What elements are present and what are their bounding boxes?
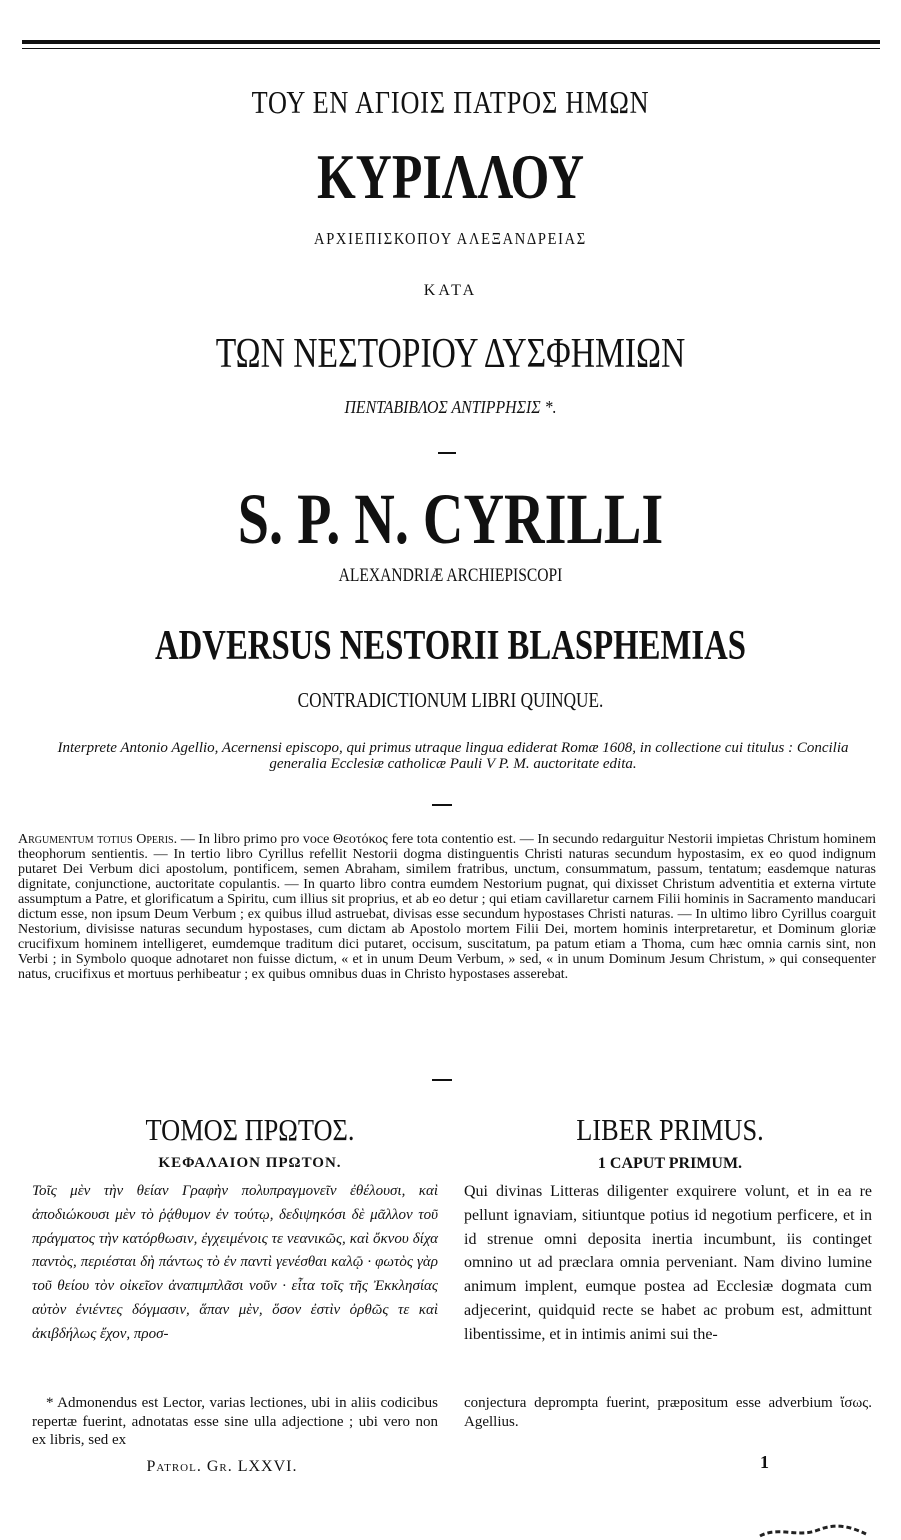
argument-text: — In libro primo pro voce Θεοτόκος fere tota contentio est. — In secundo redarguitur Nestorii impietas Christum hominem theophorum sentientis. — In tertio libro Cyrillus refellit Nestorii dogma distinguentis Christi naturas secundum hypostasim, ex eo quod indignum putaret Dei Verbum dici apostolum, pontificem, semen Abraham, similem fratribus, unctum, consummatum, passum, tentatum; easdemque naturas dignitate, conjunctione, auctoritate copulantis. — In quarto libro contra eumdem Nestorium pugnat, qui dixisset Christum adventitia et externa virtute assumptum a Patre, et glorificatum a Spiritu, cum illius sit proprius, et ab eo detur ; qui etiam cavillaretur carnem Filii hominis in Sacramento manducari dictum esse, non ipsum Deum Verbum ; ex quibus illud astruebat, divisas esse secundum hypostases Christi naturas. — In ultimo libro Cyrillus coarguit Nestorium, divisisse naturas secundum hypostases, cum dictam ab Apostolo mortem Filii Dei, mortem hominis interpretaretur, et Dominum gloriæ crucifixum hominem intelligeret, eumdemque traditum dici putaret, occisum, suscitatum, pa patum etiam a Thoma, cum hæc omnia carnis sint, non Verbi ; in Symbolo quoque adnotaret non fuisse dictum, « et in unum Deum Verbum, » sed, « in unum Dominum Jesum Christum, » qui consequenter natus, crucifixus et mortuus perhibeatur ; ex quibus omnibus duas in Christo hypostases asserebat. [18, 832, 876, 982]
ink-smudge [758, 1522, 868, 1540]
greek-column-text: Τοῖς μὲν τὴν θείαν Γραφὴν πολυπραγμονεῖν ἐθέλουσι, καὶ ἀποδιώκουσι μὲν τὸ ῥᾴθυμον ἐν τούτῳ, δεδιψηκόσι δὲ μᾶλλον τοῦ πράγματος τὴν κατόρθωσιν, ἐγχειμένοις τε νεανικῶς, καὶ ὄκνου δίχα παντὸς, περιέσται δὴ πάντως τὸ ἐν παντὶ γενέσθαι καλῷ · φωτὸς γὰρ τοῦ θείου τὸν οἰκεῖον ἀναπιμπλᾶσι νοῦν · εἶτα τοῖς τῆς Ἐκκλησίας αὐτὸν ἐνιέντες δόγμασιν, ἅπαν μὲν, ὅσον ἐστὶν ὀρθῶς τε καὶ ἀκιβδήλως ἔχον, προσ- [32, 1183, 438, 1342]
greek-title-line1: ΤΟΥ ΕΝ ΑΓΙΟΙΣ ΠΑΤΡΟΣ ΗΜΩΝ [251, 84, 650, 120]
separator-3 [432, 1079, 452, 1081]
greek-subtitle: ΠΕΝΤΑΒΙΒΛΟΣ ΑΝΤΙΡΡΗΣΙΣ *. [344, 397, 557, 417]
top-rule-thin [22, 48, 880, 49]
signature-mark: Patrol. Gr. LXXVI. [146, 1458, 298, 1475]
separator-2 [432, 804, 452, 806]
latin-column-footnote: conjectura deprompta fuerint, præpositum esse adverbium ἴσως. Agellius. [464, 1395, 872, 1430]
greek-column-footnote: * Admonendus est Lector, varias lectiones, ubi in aliis codicibus repertæ fuerint, adnotatas esse sine ulla adjectione ; ubi vero non ex libris, sed ex [32, 1395, 438, 1448]
top-rule [22, 40, 880, 44]
greek-work-title: ΤΩΝ ΝΕΣΤΟΡΙΟΥ ΔΥΣΦΗΜΙΩΝ [215, 331, 686, 377]
argument-label: Argumentum totius Operis. [18, 832, 178, 847]
latin-subtitle: CONTRADICTIONUM LIBRI QUINQUE. [297, 688, 604, 712]
latin-chapter-heading: 1 CAPUT PRIMUM. [597, 1155, 743, 1172]
greek-column-heading: ΤΟΜΟΣ ΠΡΩΤΟΣ. [145, 1112, 355, 1147]
latin-column-heading: LIBER PRIMUS. [576, 1112, 764, 1147]
separator-1 [438, 452, 456, 454]
greek-author-name: ΚΥΡΙΛΛΟΥ [316, 141, 585, 212]
greek-author-office: ΑΡΧΙΕΠΙΣΚΟΠΟΥ ΑΛΕΞΑΝΔΡΕΙΑΣ [314, 229, 587, 248]
latin-author-office: ALEXANDRIÆ ARCHIEPISCOPI [338, 565, 563, 586]
argument-paragraph [18, 832, 876, 982]
interpreter-note: Interprete Antonio Agellio, Acernensi episcopo, qui primus utraque lingua ediderat Romæ 1608, in collectione cui titulus : Concilia generalia Ecclesiæ catholicæ Pauli V P. M. auctoritate edita. [57, 740, 849, 772]
latin-author-name: S. P. N. CYRILLI [237, 479, 664, 559]
latin-column-text: Qui divinas Litteras diligenter exquirere volunt, et in ea re pellunt ignaviam, sitiuntque potius id negotium perficere, et in id strenue omni deposita inertia incumbunt, iis continget omnino ut ad præclara omnia perveniant. Nam divino lumine animum implent, eumque postea ad Ecclesiæ dogmata cum adjecerint, quidquid recte se habet ac probum est, admittunt libentissime, et in intimis animi sui the- [464, 1183, 872, 1343]
latin-work-title: ADVERSUS NESTORII BLASPHEMIAS [154, 623, 747, 669]
greek-kata: ΚΑΤΑ [423, 282, 478, 299]
greek-chapter-heading: ΚΕΦΑΛΑΙΟΝ ΠΡΩΤΟΝ. [158, 1155, 342, 1171]
page-number: 1 [760, 1452, 769, 1472]
